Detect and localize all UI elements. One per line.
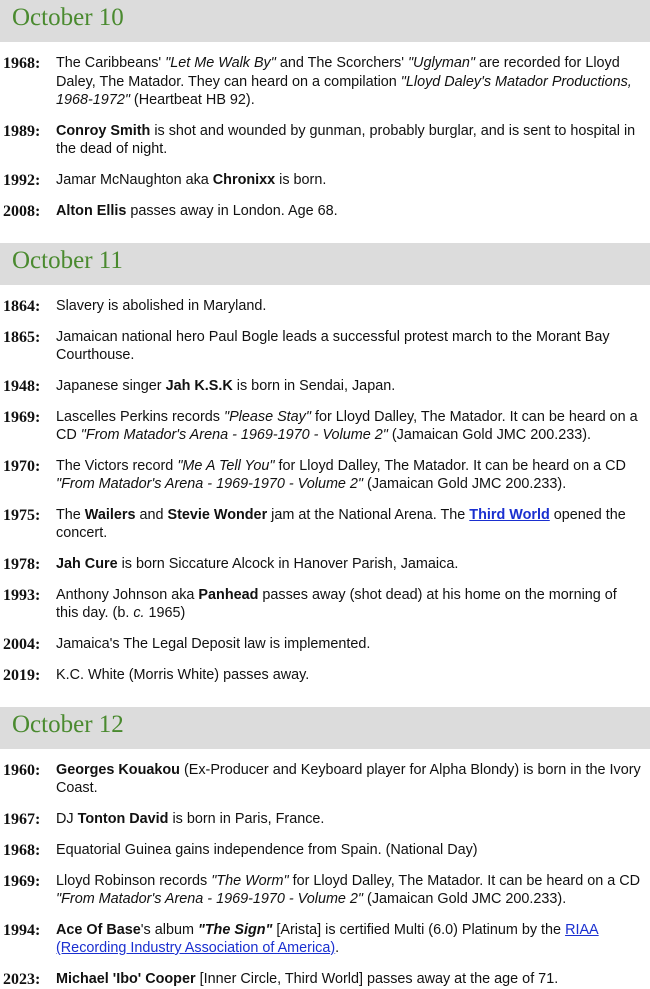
event-entry <box>0 921 650 958</box>
event-year: 1967: <box>3 810 41 828</box>
event-entry <box>0 970 650 989</box>
entry-spacer <box>0 365 650 377</box>
event-entry <box>0 586 650 623</box>
event-text <box>56 841 650 860</box>
event-entry <box>0 506 650 543</box>
text-fragment: 1965) <box>144 605 186 621</box>
event-entry <box>0 841 650 860</box>
event-year: 2023: <box>3 970 41 988</box>
event-year: 1993: <box>3 586 41 604</box>
event-text <box>56 408 650 445</box>
title-text: "Uglyman" <box>407 55 475 71</box>
event-year: 2004: <box>3 635 41 653</box>
title-text: "Lloyd Daley's Matador Productions, 1968-1972" <box>56 73 632 108</box>
text-fragment: (Ex-Producer and Keyboard player for Alpha Blondy) is born in the Ivory Coast. <box>56 761 641 796</box>
text-fragment: Jamar McNaughton aka <box>56 171 213 188</box>
event-entry <box>0 54 650 110</box>
event-entry <box>0 297 650 316</box>
entry-spacer <box>0 110 650 122</box>
event-text <box>56 122 650 159</box>
text-fragment: Equatorial Guinea gains independence from Spain. (National Day) <box>56 841 478 858</box>
text-fragment: (Heartbeat HB 92). <box>129 92 255 108</box>
text-fragment: for Lloyd Dalley, The Matador. It can be heard on a CD <box>274 457 626 474</box>
event-link[interactable]: RIAA (Recording Industry Association of America) <box>56 921 599 956</box>
event-year: 1968: <box>3 55 41 72</box>
highlighted-name: Jah Cure <box>56 555 118 572</box>
text-fragment: The Caribbeans' <box>56 55 166 71</box>
text-fragment: (Jamaican Gold JMC 200.233). <box>387 427 591 443</box>
event-year: 1969: <box>3 408 41 426</box>
text-fragment: Slavery is abolished in Maryland. <box>56 297 267 314</box>
album-title: "The Sign" <box>197 921 273 938</box>
entry-spacer <box>0 654 650 666</box>
event-year: 2019: <box>3 666 41 684</box>
text-fragment: Anthony Johnson aka <box>56 586 199 603</box>
event-text <box>56 297 650 316</box>
highlighted-name: Alton Ellis <box>56 202 127 219</box>
highlighted-name: Michael 'Ibo' Cooper <box>56 970 196 987</box>
text-fragment: 's album <box>140 921 198 938</box>
text-fragment: DJ <box>56 810 78 827</box>
event-year: 1968: <box>3 841 41 859</box>
day-heading: October 10 <box>0 0 650 42</box>
highlighted-name: Georges Kouakou <box>56 761 180 778</box>
entry-spacer <box>0 316 650 328</box>
text-fragment: is born Siccature Alcock in Hanover Parish, Jamaica. <box>117 555 459 572</box>
event-year: 1989: <box>3 122 41 140</box>
event-entry <box>0 810 650 829</box>
entry-spacer <box>0 543 650 555</box>
day-heading: October 11 <box>0 243 650 285</box>
event-year: 2008: <box>3 202 41 220</box>
text-fragment: . <box>335 940 340 956</box>
section-spacer <box>0 221 650 243</box>
text-fragment: The <box>56 506 85 523</box>
text-fragment: is born. <box>275 171 327 188</box>
event-year: 1975: <box>3 506 41 524</box>
event-text <box>56 970 650 989</box>
event-entry <box>0 761 650 798</box>
text-fragment: Jamaican national hero Paul Bogle leads a successful protest march to the Morant Bay Courthouse. <box>56 328 610 363</box>
event-text <box>56 328 650 365</box>
event-year: 1992: <box>3 171 41 189</box>
text-fragment: Jamaica's The Legal Deposit law is implemented. <box>56 635 371 652</box>
text-fragment: [Inner Circle, Third World] passes away at the age of 71. <box>195 970 559 987</box>
text-fragment: passes away (shot dead) at his home on the morning of this day. (b. <box>56 586 617 621</box>
highlighted-name: Tonton David <box>77 810 169 827</box>
text-fragment: is born in Paris, France. <box>168 810 325 827</box>
title-text: "Let Me Walk By" <box>165 55 276 71</box>
entry-spacer <box>0 445 650 457</box>
title-text: "The Worm" <box>211 872 289 889</box>
entry-spacer <box>0 860 650 872</box>
event-entry <box>0 328 650 365</box>
text-fragment: and The Scorchers' <box>275 55 408 71</box>
text-fragment: jam at the National Arena. The <box>267 506 470 523</box>
event-entry <box>0 457 650 494</box>
event-entry <box>0 171 650 190</box>
entry-spacer <box>0 285 650 297</box>
entry-spacer <box>0 574 650 586</box>
text-fragment: (Jamaican Gold JMC 200.233). <box>363 891 567 907</box>
text-fragment: [Arista] is certified Multi (6.0) Platinum by the <box>272 921 566 938</box>
text-fragment: for Lloyd Dalley, The Matador. It can be heard on a CD <box>288 872 641 889</box>
event-text <box>56 810 650 829</box>
text-fragment: Lloyd Robinson records <box>56 872 212 889</box>
text-fragment: passes away in London. Age 68. <box>126 202 338 219</box>
event-text <box>56 457 650 494</box>
entry-spacer <box>0 958 650 970</box>
entry-spacer <box>0 829 650 841</box>
text-fragment: Lascelles Perkins records <box>56 408 224 425</box>
title-text: "From Matador's Arena - 1969-1970 - Volume 2" <box>56 476 364 492</box>
text-fragment: and <box>135 506 168 523</box>
entry-spacer <box>0 623 650 635</box>
entry-spacer <box>0 909 650 921</box>
section-spacer <box>0 685 650 707</box>
event-entry <box>0 666 650 685</box>
entry-spacer <box>0 494 650 506</box>
event-text <box>56 586 650 623</box>
event-text <box>56 635 650 654</box>
event-year: 1969: <box>3 872 41 890</box>
day-section <box>0 707 650 989</box>
event-entry <box>0 555 650 574</box>
entry-spacer <box>0 749 650 761</box>
event-text <box>56 202 650 221</box>
day-heading: October 12 <box>0 707 650 749</box>
highlighted-name: Conroy Smith <box>56 122 151 139</box>
day-section <box>0 243 650 685</box>
event-entry <box>0 202 650 221</box>
text-fragment: The Victors record <box>56 457 178 474</box>
highlighted-name: Jah K.S.K <box>165 377 233 394</box>
event-text <box>56 171 650 190</box>
highlighted-name: Wailers <box>84 506 136 523</box>
event-text <box>56 666 650 685</box>
event-text <box>56 377 650 396</box>
highlighted-name: Panhead <box>198 586 259 603</box>
highlighted-name: Ace Of Base <box>56 921 141 938</box>
text-fragment: (Jamaican Gold JMC 200.233). <box>363 476 567 492</box>
event-text <box>56 872 650 909</box>
text-fragment: opened the concert. <box>56 506 626 541</box>
title-text: "From Matador's Arena - 1969-1970 - Volume 2" <box>80 427 388 443</box>
entry-spacer <box>0 159 650 171</box>
event-year: 1960: <box>3 761 41 779</box>
event-text <box>56 921 650 958</box>
event-list <box>0 749 650 989</box>
title-text: c. <box>133 605 145 621</box>
event-list <box>0 285 650 685</box>
event-text <box>56 761 650 798</box>
text-fragment: for Lloyd Dalley, The Matador. It can be heard on a CD <box>56 408 638 443</box>
title-text: "From Matador's Arena - 1969-1970 - Volume 2" <box>56 891 364 907</box>
event-entry <box>0 872 650 909</box>
event-entry <box>0 408 650 445</box>
title-text: "Please Stay" <box>223 408 311 425</box>
event-entry <box>0 635 650 654</box>
entry-spacer <box>0 798 650 810</box>
text-fragment: K.C. White (Morris White) passes away. <box>56 666 310 683</box>
event-entry <box>0 377 650 396</box>
event-link[interactable]: Third World <box>469 506 550 523</box>
text-fragment: is born in Sendai, Japan. <box>232 377 396 394</box>
event-year: 1978: <box>3 555 41 573</box>
event-text <box>56 555 650 574</box>
event-year: 1948: <box>3 377 41 395</box>
entry-spacer <box>0 396 650 408</box>
event-list <box>0 42 650 221</box>
text-fragment: is shot and wounded by gunman, probably burglar, and is sent to hospital in the dead of night. <box>56 122 636 157</box>
title-text: "Me A Tell You" <box>177 457 275 474</box>
event-year: 1970: <box>3 457 41 475</box>
event-year: 1994: <box>3 921 41 939</box>
event-text <box>56 506 650 543</box>
event-entry <box>0 122 650 159</box>
highlighted-name: Chronixx <box>212 171 276 188</box>
text-fragment: Japanese singer <box>56 377 166 394</box>
day-section <box>0 0 650 221</box>
event-text <box>56 54 650 110</box>
event-year: 1865: <box>3 328 41 346</box>
entry-spacer <box>0 42 650 54</box>
event-year: 1864: <box>3 297 41 315</box>
highlighted-name: Stevie Wonder <box>167 506 268 523</box>
entry-spacer <box>0 190 650 202</box>
text-fragment: are recorded for Lloyd Daley, The Matador. They can heard on a compilation <box>56 55 620 90</box>
